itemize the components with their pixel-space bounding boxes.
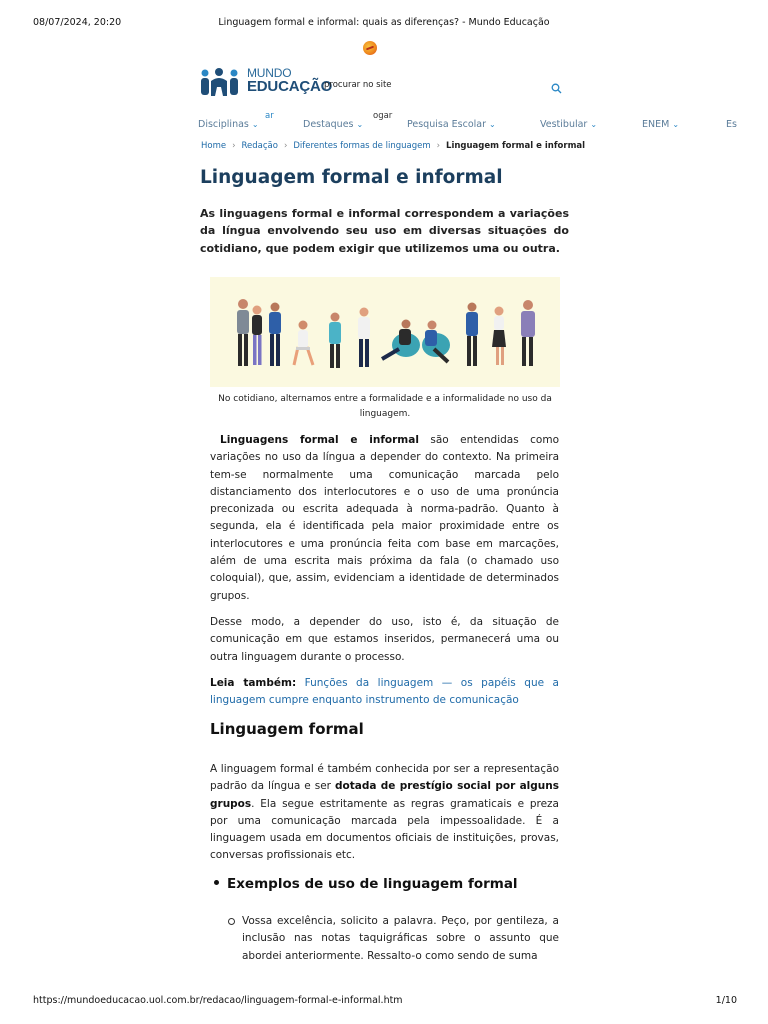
- circle-bullet-icon: [228, 918, 235, 925]
- nav-label: Destaques: [303, 119, 354, 130]
- promo-badge-icon[interactable]: [363, 41, 377, 55]
- article-paragraph-1: [210, 432, 559, 605]
- nav-label: Disciplinas: [198, 119, 249, 130]
- nav-item-disciplinas[interactable]: [198, 119, 259, 130]
- nav-label: ENEM: [642, 119, 670, 130]
- see-also: [210, 675, 559, 710]
- search-icon[interactable]: [551, 79, 562, 98]
- nav-item-enem[interactable]: [642, 119, 679, 130]
- site-logo[interactable]: [199, 66, 333, 101]
- chevron-down-icon: ⌄: [672, 120, 680, 129]
- chevron-down-icon: ⌄: [590, 120, 598, 129]
- page-title: Linguagem formal e informal: [200, 167, 503, 188]
- nav-item-vestibular[interactable]: [540, 119, 597, 130]
- figure-caption: No cotidiano, alternamos entre a formalidade e a informalidade no uso da linguagem.: [218, 394, 552, 419]
- nav-item-pesquisa-escolar[interactable]: [407, 119, 496, 130]
- paragraph-3-text-end: . Ela segue estritamente as regras gramaticais e preza por uma comunicação marcada pela impessoalidade. É a linguagem usada em documentos oficiais de instituições, provas, conversas profissionais etc.: [210, 797, 559, 862]
- breadcrumb-separator: ›: [232, 141, 236, 151]
- paragraph-3-text-start: A linguagem formal é também conhecida por ser a representação padrão da língua e ser: [210, 763, 559, 793]
- breadcrumb-redacao[interactable]: Redação: [241, 141, 278, 151]
- chevron-down-icon: ⌄: [356, 120, 364, 129]
- breadcrumb-current: Linguagem formal e informal: [446, 141, 586, 151]
- search-input[interactable]: procurar no site: [324, 80, 392, 90]
- breadcrumb: [201, 141, 585, 151]
- breadcrumb-home[interactable]: Home: [201, 141, 227, 151]
- header-fragment-1: ar: [265, 111, 274, 121]
- chevron-down-icon: ⌄: [489, 120, 496, 129]
- header-fragment-2: ogar: [373, 111, 393, 121]
- print-page-number: 1/10: [715, 995, 737, 1006]
- logo-line-2: EDUCAÇÃO: [247, 78, 333, 95]
- paragraph-3-bold: dotada de prestígio social por alguns grupos: [210, 780, 559, 810]
- breadcrumb-separator: ›: [283, 141, 288, 151]
- breadcrumb-separator: ›: [436, 141, 441, 151]
- examples-heading: [214, 876, 518, 892]
- nav-label: Vestibular: [540, 119, 588, 130]
- nav-label: Es: [726, 119, 737, 130]
- nav-item-truncated[interactable]: [726, 119, 737, 130]
- see-also-link[interactable]: Funções da linguagem — os papéis que a linguagem cumpre enquanto instrumento de comunicação: [210, 677, 559, 707]
- logo-line-1: MUNDO: [247, 66, 292, 80]
- print-page-title: Linguagem formal e informal: quais as diferenças? - Mundo Educação: [218, 17, 550, 28]
- bullet-icon: [214, 880, 219, 885]
- chevron-down-icon: ⌄: [251, 120, 259, 129]
- print-datetime: 08/07/2024, 20:20: [33, 17, 122, 28]
- article-paragraph-2: Desse modo, a depender do uso, isto é, da situação de comunicação em que estamos inseridos, permanecerá uma ou outra linguagem durante o processo.: [210, 616, 559, 663]
- people-illustration: [210, 277, 560, 387]
- print-url: https://mundoeducacao.uol.com.br/redacao/linguagem-formal-e-informal.htm: [33, 995, 403, 1006]
- logo-wordmark: [247, 67, 332, 93]
- article-lead: As linguagens formal e informal correspondem a variações da língua envolvendo seu uso em diversas situações do cotidiano, que podem exigir que utilizemos uma ou outra.: [200, 207, 569, 255]
- examples-heading-text: Exemplos de uso de linguagem formal: [227, 876, 518, 892]
- example-item-1: Vossa excelência, solicito a palavra. Peço, por gentileza, a inclusão nas notas taquigráficas sobre o assunto que abordei anteriormente. Ressalto-o como sendo de suma: [242, 915, 559, 962]
- see-also-label: Leia também:: [210, 677, 297, 689]
- paragraph-1-text: são entendidas como variações no uso da língua a depender do contexto. Na primeira tem-se normalmente uma comunicação marcada pelo distanciamento dos interlocutores e o uso de uma pronúncia preconizada ou escrita adequada à norma-padrão. Quanto à segunda, ela é identificada pela maior proximidade entre os interlocutores e uma pronúncia feita com base em marcações, além de uma escrita mais próxima da fala (o chamado uso coloquial), que, assim, evidenciam a identidade de determinados grupos.: [210, 434, 559, 602]
- article-paragraph-3: [210, 761, 559, 865]
- nav-label: Pesquisa Escolar: [407, 119, 487, 130]
- nav-item-destaques[interactable]: [303, 119, 363, 130]
- search-box[interactable]: [322, 76, 570, 96]
- main-nav: [0, 119, 768, 133]
- logo-people-icon: [199, 67, 243, 99]
- section-title-formal: Linguagem formal: [210, 720, 364, 738]
- paragraph-1-bold: Linguagens formal e informal: [220, 434, 419, 446]
- article-illustration: [210, 277, 560, 387]
- breadcrumb-diferentes-formas[interactable]: Diferentes formas de linguagem: [293, 141, 431, 151]
